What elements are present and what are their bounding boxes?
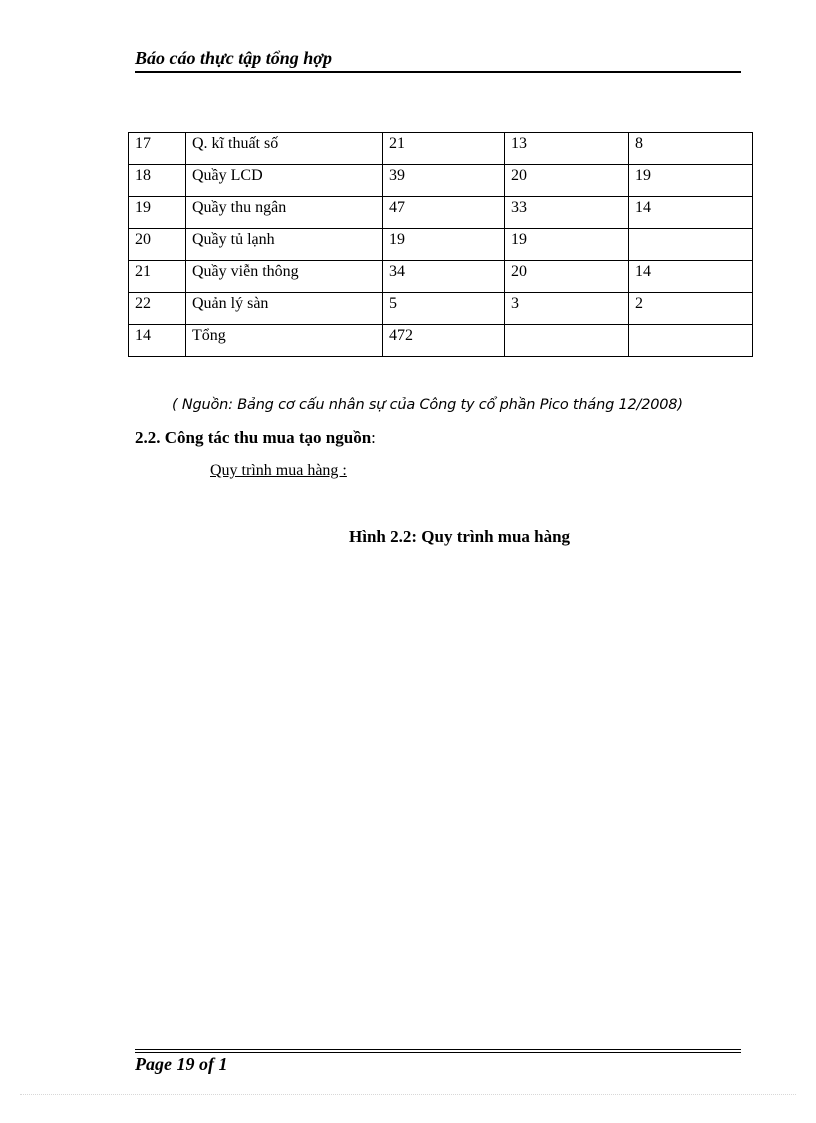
source-note: ( Nguồn: Bảng cơ cấu nhân sự của Công ty cổ phần Pico tháng 12/2008) [172,397,683,413]
table-cell: 472 [383,325,505,357]
table-cell [629,325,753,357]
table-cell: 3 [505,293,629,325]
table-cell: 34 [383,261,505,293]
table-cell: 22 [129,293,186,325]
page-header-title: Báo cáo thực tập tổng hợp [135,48,332,68]
section-heading-colon: : [371,428,376,447]
table-cell: 14 [629,261,753,293]
table-cell: 39 [383,165,505,197]
table-cell: 2 [629,293,753,325]
table-row [129,261,753,293]
table-cell: Quầy thu ngân [186,197,383,229]
table-cell: 14 [629,197,753,229]
table-row [129,325,753,357]
footer-rule-top [135,1049,741,1050]
table-row [129,165,753,197]
table-cell: 20 [505,165,629,197]
table-cell: Tổng [186,325,383,357]
table-cell: 13 [505,133,629,165]
table-cell: 17 [129,133,186,165]
table-cell: 19 [383,229,505,261]
table-row [129,229,753,261]
table-row [129,133,753,165]
table-cell: 21 [383,133,505,165]
table-cell: Quầy tủ lạnh [186,229,383,261]
table-row [129,293,753,325]
page-number: Page 19 of 1 [135,1054,228,1074]
staff-table [128,132,753,357]
header-rule [135,71,741,73]
section-heading-text: 2.2. Công tác thu mua tạo nguồn [135,428,372,447]
table-cell: 19 [129,197,186,229]
table-cell: 19 [629,165,753,197]
subheading: Quy trình mua hàng : [210,462,347,479]
table-cell: 18 [129,165,186,197]
table-cell: 20 [505,261,629,293]
table-cell: 5 [383,293,505,325]
table-cell [505,325,629,357]
table-cell: 14 [129,325,186,357]
table-cell: 8 [629,133,753,165]
table-cell: Q. kĩ thuất số [186,133,383,165]
table-cell: Quầy LCD [186,165,383,197]
table-cell: 33 [505,197,629,229]
table-row [129,197,753,229]
table-cell [629,229,753,261]
table-cell: 47 [383,197,505,229]
page-edge-dots [20,1094,796,1095]
table-cell: 19 [505,229,629,261]
section-heading [135,428,376,448]
table-cell: 20 [129,229,186,261]
table-cell: 21 [129,261,186,293]
table-cell: Quản lý sàn [186,293,383,325]
figure-caption: Hình 2.2: Quy trình mua hàng [349,527,571,546]
footer-rule-bottom [135,1052,741,1053]
table-cell: Quầy viễn thông [186,261,383,293]
